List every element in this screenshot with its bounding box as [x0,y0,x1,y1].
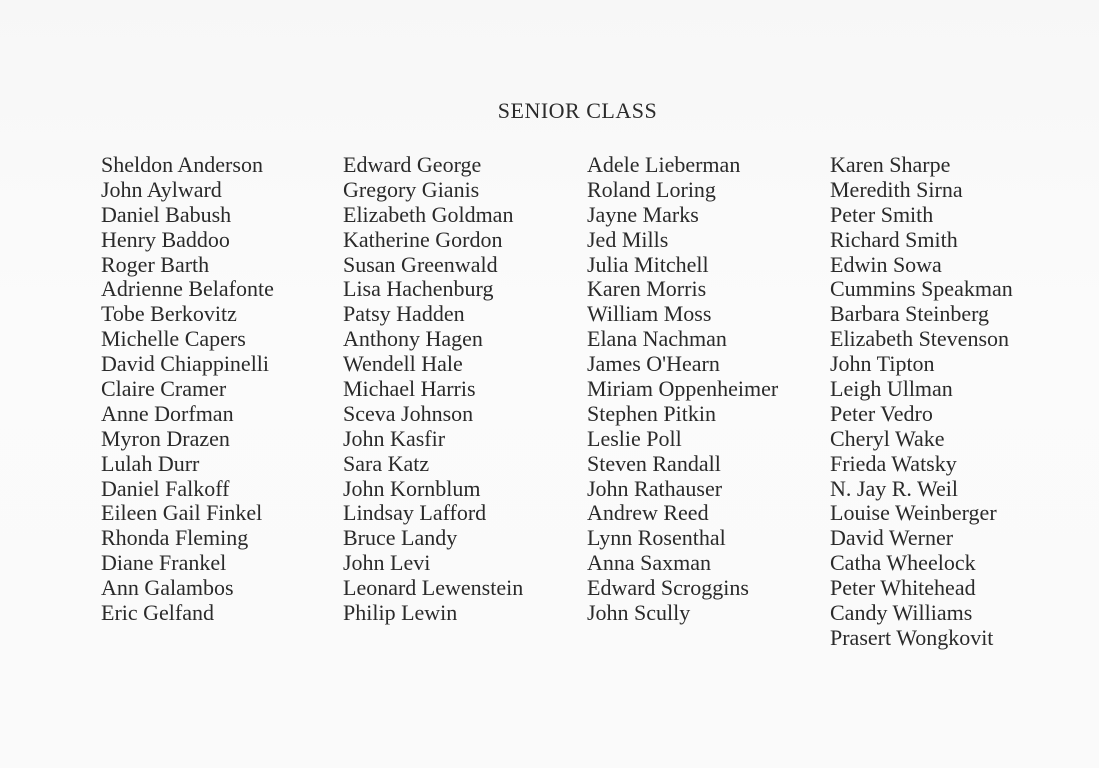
student-name: Michael Harris [343,376,476,402]
student-name: Anthony Hagen [343,326,483,352]
student-name: Bruce Landy [343,525,458,551]
student-name: Adele Lieberman [587,152,741,177]
student-name: Karen Sharpe [830,152,951,177]
page-title: SENIOR CLASS [497,98,658,123]
student-name: Anna Saxman [587,550,712,576]
student-name: Edward George [343,152,482,177]
student-name: Elizabeth Stevenson [830,326,1010,352]
student-name: Eileen Gail Finkel [101,500,263,526]
student-name: John Tipton [830,351,935,377]
student-name: David Chiappinelli [101,351,270,377]
student-name: Leslie Poll [587,425,682,451]
student-name: Gregory Gianis [343,176,480,202]
student-name: Karen Morris [587,276,707,302]
student-name: Meredith Sirna [830,176,963,202]
student-name: Henry Baddoo [101,226,230,252]
student-name: John Scully [587,600,691,626]
student-name: Rhonda Fleming [101,525,249,551]
name-column-3 [587,153,778,626]
student-name: John Rathauser [587,475,723,501]
student-name: David Werner [830,525,954,551]
student-name: Lisa Hachenburg [343,276,494,302]
student-name: Edwin Sowa [830,251,942,277]
student-name: Philip Lewin [343,600,458,626]
student-name: Prasert Wongkovit [830,624,994,650]
student-name: Patsy Hadden [343,301,465,327]
student-name: Susan Greenwald [343,251,498,277]
student-name: Diane Frankel [101,550,227,576]
student-name: Leonard Lewenstein [343,575,524,601]
student-name: Edward Scroggins [587,575,749,601]
student-name: Richard Smith [830,226,958,252]
student-name: Lindsay Lafford [343,500,487,526]
student-name: Daniel Falkoff [101,475,230,501]
student-name: Stephen Pitkin [587,400,716,426]
student-name: Jed Mills [587,226,669,252]
name-column-1 [101,153,274,626]
student-name: Roland Loring [587,176,716,202]
student-name: Peter Smith [830,201,934,227]
student-name: Miriam Oppenheimer [587,376,779,402]
student-name: N. Jay R. Weil [830,475,958,501]
student-name: Cummins Speakman [830,276,1013,302]
student-name: Ann Galambos [101,575,234,601]
student-name: Julia Mitchell [587,251,709,277]
student-name: Roger Barth [101,251,210,277]
student-name: James O'Hearn [587,351,720,377]
student-name: Adrienne Belafonte [101,276,274,302]
student-name: Myron Drazen [101,425,230,451]
student-name: John Levi [343,550,431,576]
student-name: Eric Gelfand [101,600,214,626]
student-name: Candy Williams [830,600,973,626]
student-name: Barbara Steinberg [830,301,990,327]
student-name: Frieda Watsky [830,450,957,476]
student-name: Sheldon Anderson [101,152,263,177]
student-name: Jayne Marks [587,201,699,227]
student-name: John Kornblum [343,475,481,501]
student-name: Peter Whitehead [830,575,976,601]
student-name: John Aylward [101,176,222,202]
student-name: Steven Randall [587,450,721,476]
student-name: Catha Wheelock [830,550,976,576]
student-name: Andrew Reed [587,500,709,526]
name-column-4 [830,153,1013,651]
student-name: Louise Weinberger [830,500,997,526]
student-name: Leigh Ullman [830,376,953,402]
student-name: Elana Nachman [587,326,727,352]
student-name: Katherine Gordon [343,226,503,252]
student-name: Elizabeth Goldman [343,201,514,227]
student-name: Daniel Babush [101,201,232,227]
student-name: Claire Cramer [101,376,227,402]
student-name: Wendell Hale [343,351,463,377]
student-name: John Kasfir [343,425,446,451]
name-column-2 [343,153,523,626]
student-name: Sara Katz [343,450,430,476]
student-name: Michelle Capers [101,326,246,352]
student-name: Lulah Durr [101,450,200,476]
student-name: Peter Vedro [830,400,933,426]
student-name: William Moss [587,301,712,327]
student-name: Anne Dorfman [101,400,234,426]
student-name: Tobe Berkovitz [101,301,237,327]
student-name: Lynn Rosenthal [587,525,726,551]
student-name: Sceva Johnson [343,400,474,426]
student-name: Cheryl Wake [830,425,945,451]
